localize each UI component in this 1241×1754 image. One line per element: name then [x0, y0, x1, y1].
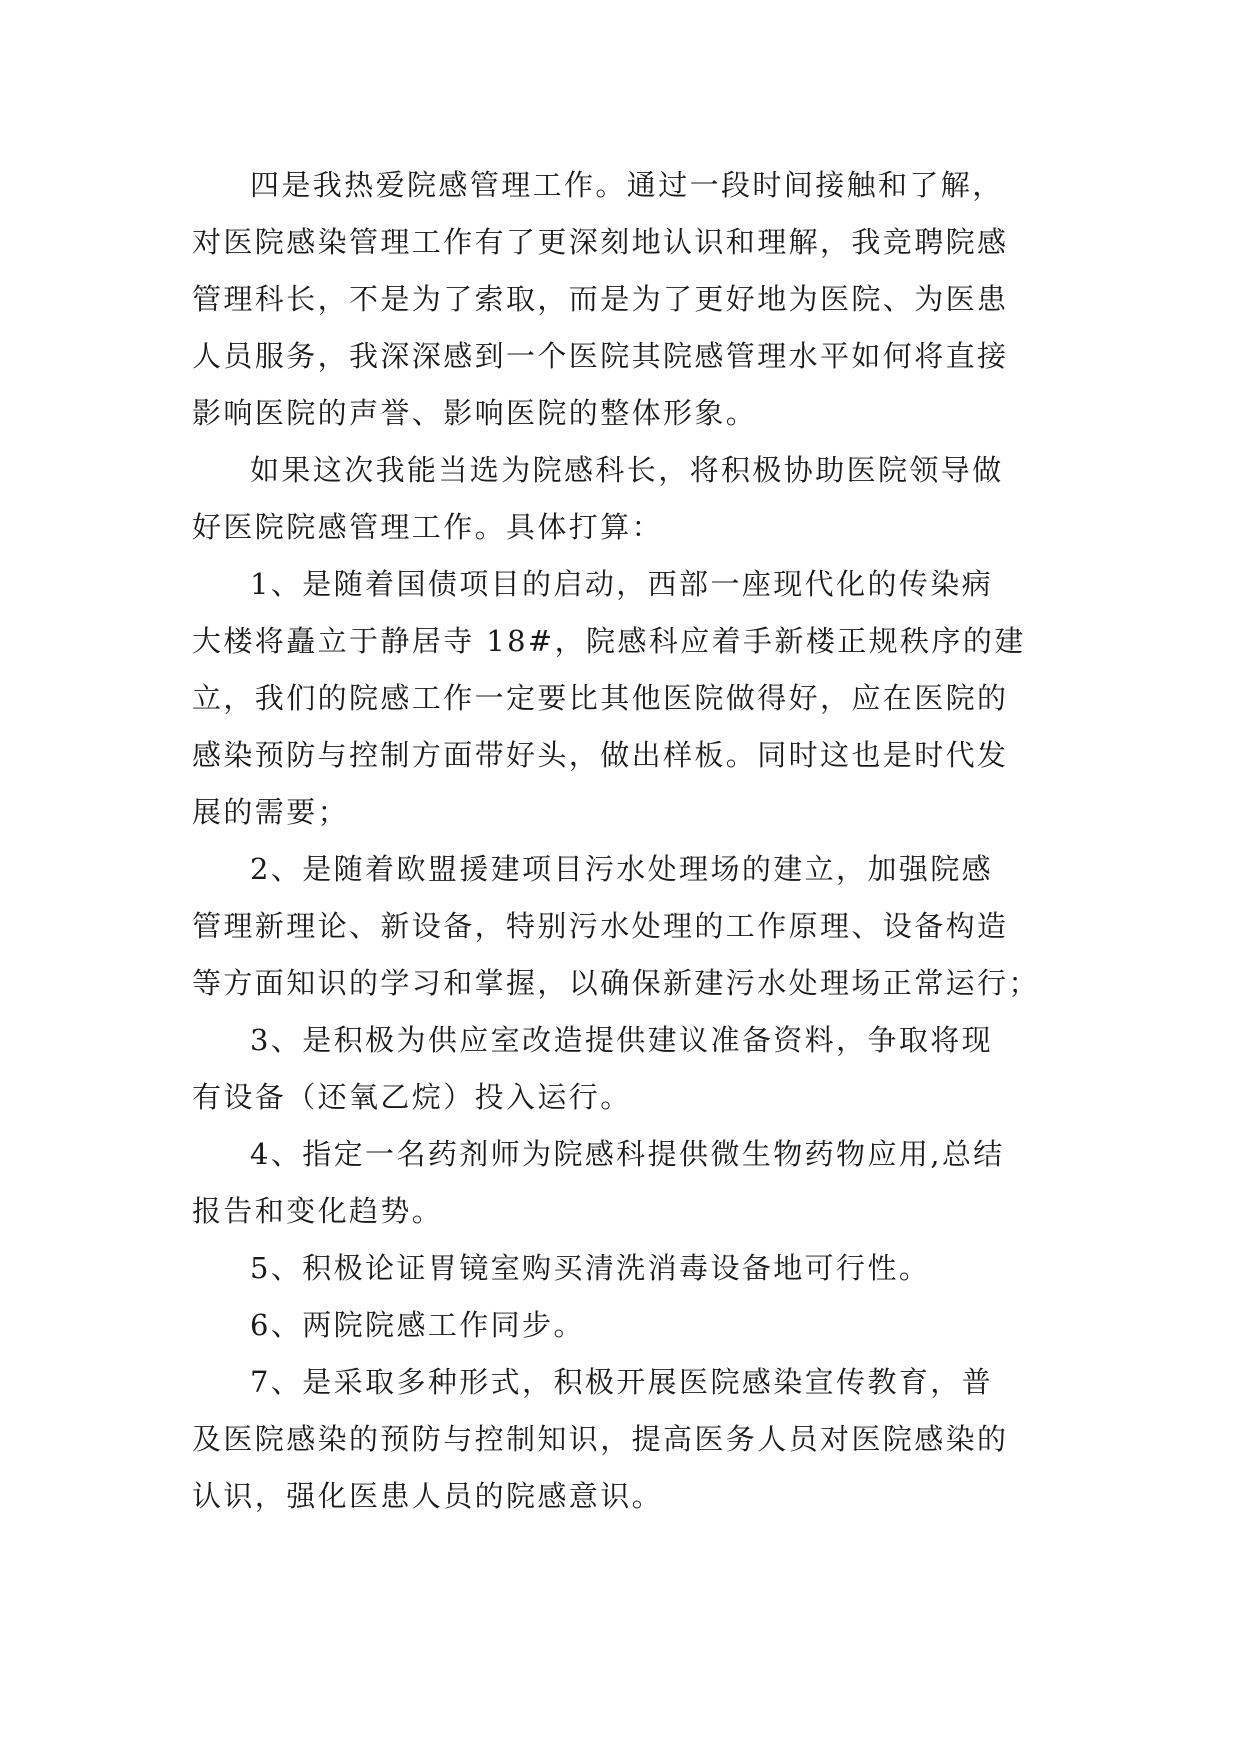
text-line-22: 7、是采取多种形式，积极开展医院感染宣传教育，普 [250, 1365, 994, 1399]
text-line-10: 立，我们的院感工作一定要比其他医院做得好，应在医院的 [192, 681, 1009, 715]
text-line-2: 对医院感染管理工作有了更深刻地认识和理解，我竞聘院感 [192, 225, 1009, 259]
text-line-13: 2、是随着欧盟援建项目污水处理场的建立，加强院感 [250, 852, 994, 886]
text-line-12: 展的需要； [192, 795, 350, 829]
text-line-19: 报告和变化趋势。 [192, 1194, 444, 1228]
text-line-21: 6、两院院感工作同步。 [250, 1308, 585, 1342]
text-line-14: 管理新理论、新设备，特别污水处理的工作原理、设备构造 [192, 909, 1009, 943]
text-line-20: 5、积极论证胃镜室购买清洗消毒设备地可行性。 [250, 1251, 931, 1285]
text-line-18: 4、指定一名药剂师为院感科提供微生物药物应用,总结 [250, 1137, 1005, 1171]
text-line-17: 有设备（还氧乙烷）投入运行。 [192, 1080, 632, 1114]
text-line-16: 3、是积极为供应室改造提供建议准备资料，争取将现 [250, 1023, 994, 1057]
text-line-11: 感染预防与控制方面带好头，做出样板。同时这也是时代发 [192, 738, 1009, 772]
text-line-6: 如果这次我能当选为院感科长，将积极协助医院领导做 [250, 453, 1004, 487]
text-line-23: 及医院感染的预防与控制知识，提高医务人员对医院感染的 [192, 1422, 1009, 1456]
text-line-1: 四是我热爱院感管理工作。通过一段时间接触和了解， [250, 168, 1004, 202]
text-line-15: 等方面知识的学习和掌握，以确保新建污水处理场正常运行； [192, 966, 1040, 1000]
text-line-8: 1、是随着国债项目的启动，西部一座现代化的传染病 [250, 567, 994, 601]
text-line-9: 大楼将矗立于静居寺 18#，院感科应着手新楼正规秩序的建 [192, 624, 1026, 658]
text-line-3: 管理科长，不是为了索取，而是为了更好地为医院、为医患 [192, 282, 1009, 316]
text-line-24: 认识，强化医患人员的院感意识。 [192, 1479, 664, 1513]
text-line-5: 影响医院的声誉、影响医院的整体形象。 [192, 396, 758, 430]
text-line-7: 好医院院感管理工作。具体打算： [192, 510, 664, 544]
text-line-4: 人员服务，我深深感到一个医院其院感管理水平如何将直接 [192, 339, 1009, 373]
